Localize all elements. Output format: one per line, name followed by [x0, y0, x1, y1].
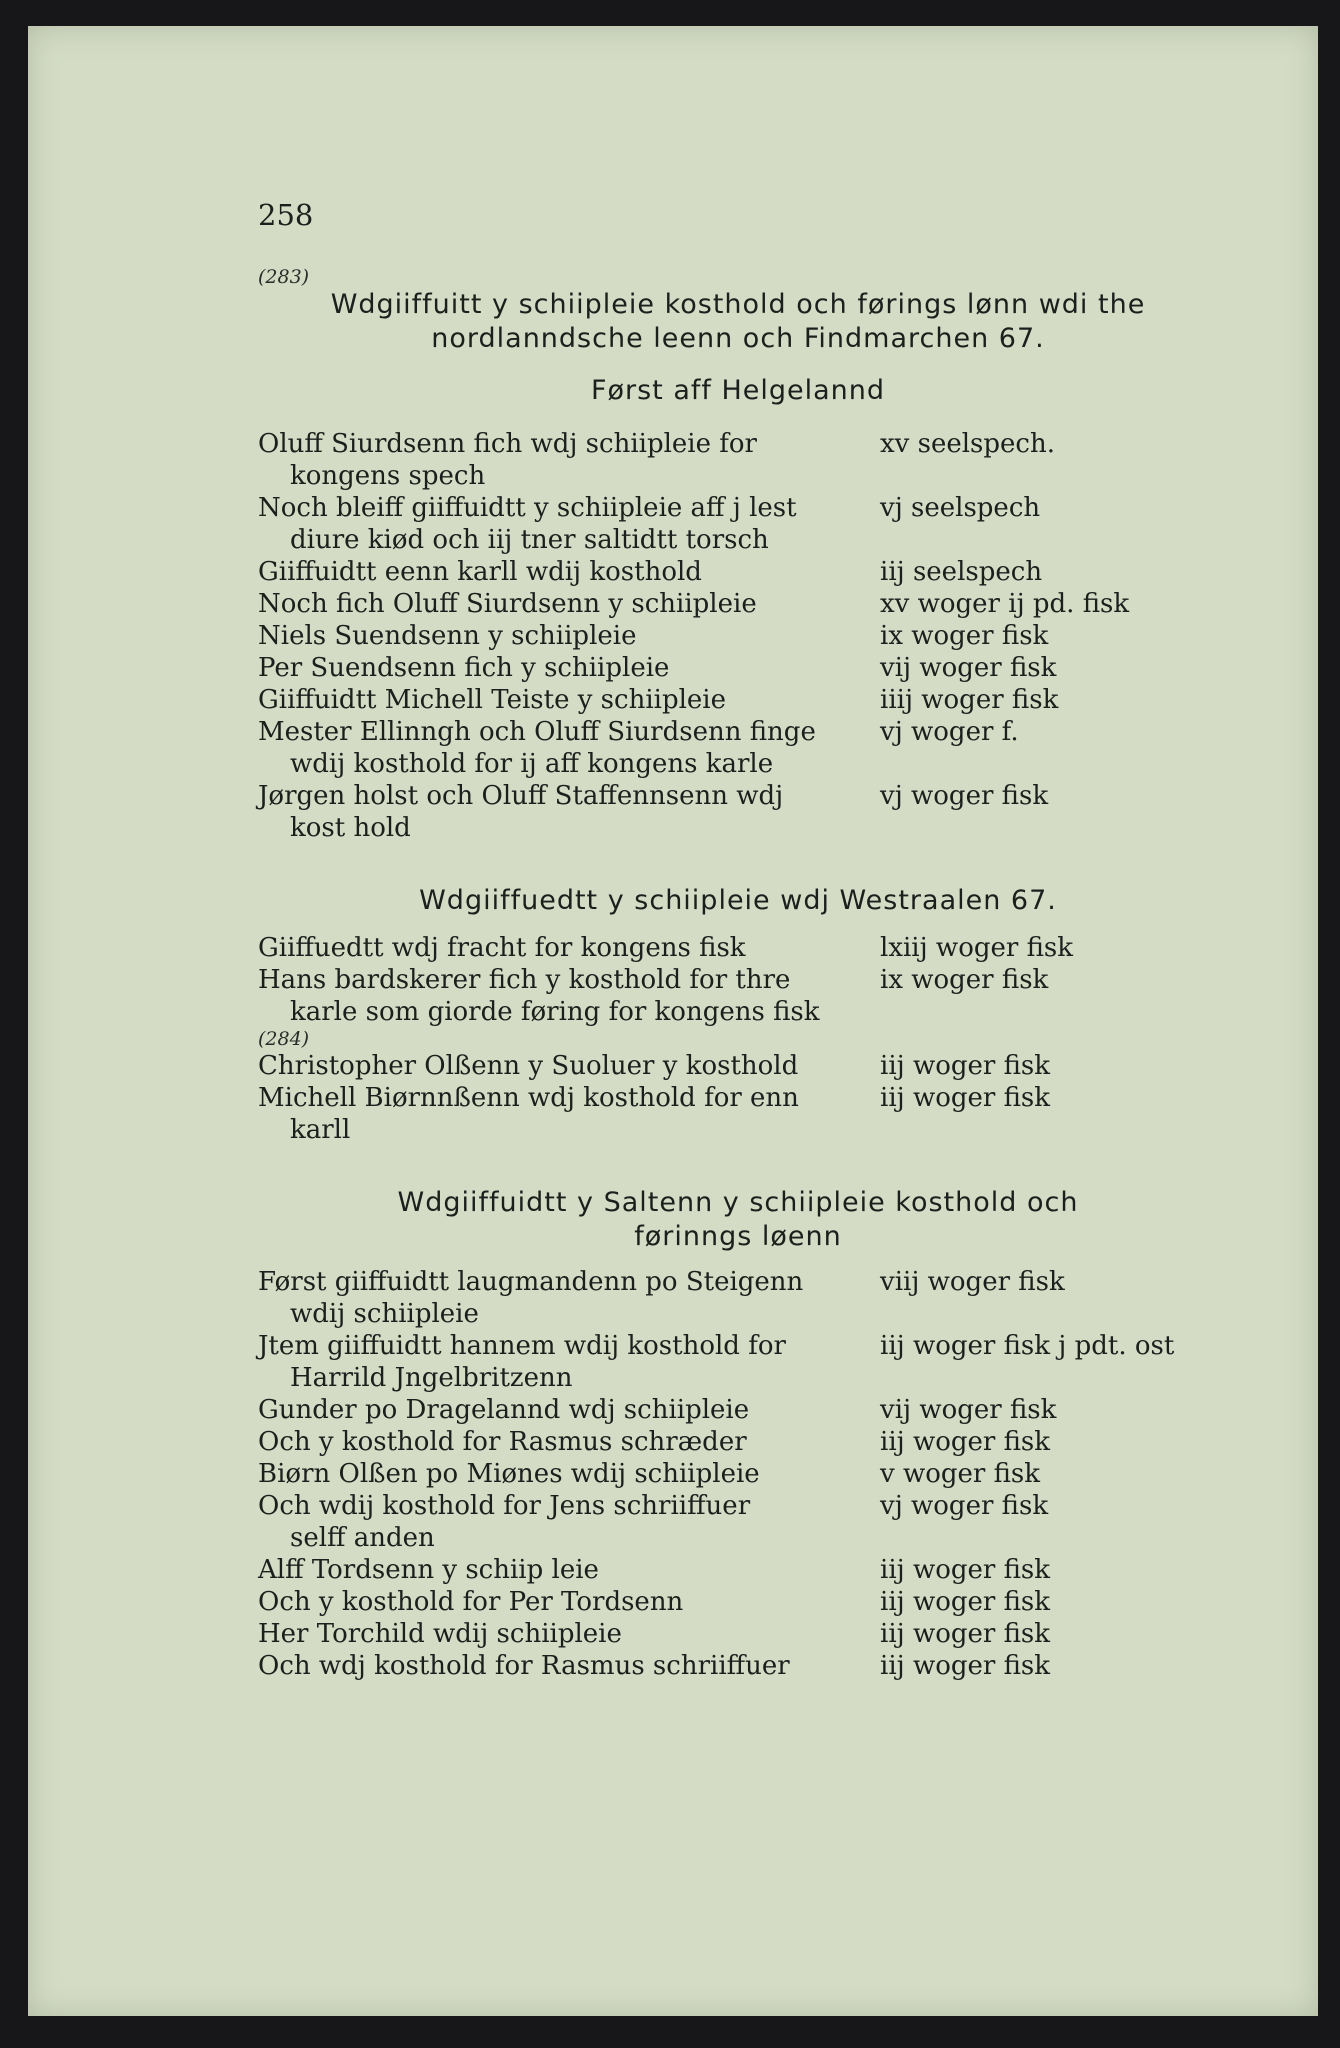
ledger-entry	[258, 716, 1218, 780]
ledger-entry	[258, 1586, 1218, 1618]
entry-continuation: kongens spech	[290, 461, 486, 491]
entry-description: Jørgen holst och Oluff Staffennsenn wdj kost hold	[258, 780, 858, 844]
entry-description: Och y kosthold for Rasmus schræder	[258, 1427, 747, 1457]
entry-amount: ix woger fisk	[880, 621, 1049, 651]
entry-amount: iij seelspech	[880, 557, 1043, 587]
entry-amount: vj woger fisk	[880, 1491, 1049, 1521]
entry-continuation: karll	[290, 1115, 351, 1145]
entry-description: Och y kosthold for Per Tordsenn	[258, 1587, 684, 1617]
entry-amount: xv woger ij pd. fisk	[880, 589, 1130, 619]
page-content	[258, 174, 1218, 1682]
ledger-entry	[258, 1618, 1218, 1650]
ledger-entry	[258, 780, 1218, 844]
entry-amount: iij woger fisk	[880, 1619, 1051, 1649]
entry-description: Gunder po Dragelannd wdj schiipleie	[258, 1395, 750, 1425]
entry-amount: lxiij woger fisk	[880, 933, 1074, 963]
entry-description: Giiffuidtt Michell Teiste y schiipleie	[258, 685, 727, 715]
entry-amount: iij woger fisk	[880, 1051, 1051, 1081]
ledger-entry	[258, 1082, 1218, 1146]
entry-description: Michell Biørnnßenn wdj kosthold for enn karll	[258, 1082, 858, 1146]
entry-amount: iij woger fisk	[880, 1555, 1051, 1585]
ledger-entry	[258, 1490, 1218, 1554]
entry-description: Først giiffuidtt laugmandenn po Steigenn wdij schiipleie	[258, 1266, 858, 1330]
source-note: (283)	[258, 266, 310, 288]
entry-description: Och wdj kosthold for Rasmus schriiffuer	[258, 1651, 790, 1681]
ledger-entry	[258, 684, 1218, 716]
entry-amount: iij woger fisk	[880, 1427, 1051, 1457]
entry-list	[258, 932, 1218, 1028]
entry-description: Biørn Olßen po Miønes wdij schiipleie	[258, 1459, 760, 1489]
entry-continuation: karle som giorde føring for kongens fisk	[290, 997, 820, 1027]
ledger-entry	[258, 1650, 1218, 1682]
section-heading: Wdgiiffuitt y schiipleie kosthold och førings lønn wdi the nordlanndsche leenn och Findmarchen 67.	[330, 289, 1146, 354]
ledger-entry	[258, 1394, 1218, 1426]
entry-description: Oluff Siurdsenn fich wdj schiipleie for kongens spech	[258, 428, 858, 492]
ledger-entry	[258, 964, 1218, 1028]
entry-amount: iij woger fisk j pdt. ost	[880, 1331, 1175, 1361]
section-subheading: Først aff Helgelannd	[590, 375, 886, 406]
entry-continuation: wdij kosthold for ij aff kongens karle	[290, 749, 774, 779]
entry-amount: ix woger fisk	[880, 965, 1049, 995]
entry-continuation: wdij schiipleie	[290, 1299, 479, 1329]
entry-description: Noch bleiff giiffuidtt y schiipleie aff j lest diure kiød och iij tner saltidtt torsch	[258, 492, 858, 556]
page-scan	[28, 26, 1318, 2016]
entry-amount: vj woger f.	[880, 717, 1019, 747]
entry-description: Och wdij kosthold for Jens schriiffuer selff anden	[258, 1490, 858, 1554]
entry-description: Alff Tordsenn y schiip leie	[258, 1555, 599, 1585]
entry-amount: iij woger fisk	[880, 1587, 1051, 1617]
entry-list	[258, 1050, 1218, 1146]
source-note: (284)	[258, 1028, 310, 1050]
section-heading: Wdgiiffuedtt y schiipleie wdj Westraalen 67.	[419, 885, 1057, 916]
entry-amount: vj woger fisk	[880, 781, 1049, 811]
entry-description: Per Suendsenn fich y schiipleie	[258, 653, 670, 683]
page-number: 258	[258, 198, 314, 232]
entry-amount: viij woger fisk	[880, 1267, 1065, 1297]
entry-continuation: selff anden	[290, 1523, 435, 1553]
entry-amount: vij woger fisk	[880, 653, 1057, 683]
ledger-entry	[258, 556, 1218, 588]
entry-description: Hans bardskerer fich y kosthold for thre karle som giorde føring for kongens fisk	[258, 964, 858, 1028]
ledger-entry	[258, 1554, 1218, 1586]
entry-description: Noch fich Oluff Siurdsenn y schiipleie	[258, 589, 757, 619]
entry-amount: vj seelspech	[880, 493, 1041, 523]
ledger-entry	[258, 492, 1218, 556]
ledger-entry	[258, 1266, 1218, 1330]
entry-description: Christopher Olßenn y Suoluer y kosthold	[258, 1051, 799, 1081]
entry-description: Jtem giiffuidtt hannem wdij kosthold for Harrild Jngelbritzenn	[258, 1330, 858, 1394]
ledger-entry	[258, 1458, 1218, 1490]
entry-amount: iij woger fisk	[880, 1083, 1051, 1113]
entry-amount: v woger fisk	[880, 1459, 1041, 1489]
ledger-entry	[258, 588, 1218, 620]
entry-description: Giiffuidtt eenn karll wdij kosthold	[258, 557, 702, 587]
entry-description: Her Torchild wdij schiipleie	[258, 1619, 622, 1649]
entry-description: Mester Ellinngh och Oluff Siurdsenn finge wdij kosthold for ij aff kongens karle	[258, 716, 858, 780]
entry-description: Giiffuedtt wdj fracht for kongens fisk	[258, 933, 746, 963]
entry-amount: iij woger fisk	[880, 1651, 1051, 1681]
ledger-entry	[258, 932, 1218, 964]
entry-continuation: diure kiød och iij tner saltidtt torsch	[290, 525, 769, 555]
ledger-entry	[258, 620, 1218, 652]
ledger-entry	[258, 652, 1218, 684]
entry-list	[258, 428, 1218, 844]
entry-continuation: Harrild Jngelbritzenn	[290, 1363, 573, 1393]
section-heading: Wdgiiffuidtt y Saltenn y schiipleie kosthold och førinngs løenn	[397, 1187, 1079, 1252]
ledger-entry	[258, 1426, 1218, 1458]
entry-description: Niels Suendsenn y schiipleie	[258, 621, 637, 651]
entry-amount: vij woger fisk	[880, 1395, 1057, 1425]
ledger-entry	[258, 428, 1218, 492]
ledger-entry	[258, 1330, 1218, 1394]
entry-continuation: kost hold	[290, 813, 411, 843]
entry-amount: iiij woger fisk	[880, 685, 1059, 715]
entry-amount: xv seelspech.	[880, 429, 1055, 459]
ledger-entry	[258, 1050, 1218, 1082]
entry-list	[258, 1266, 1218, 1682]
